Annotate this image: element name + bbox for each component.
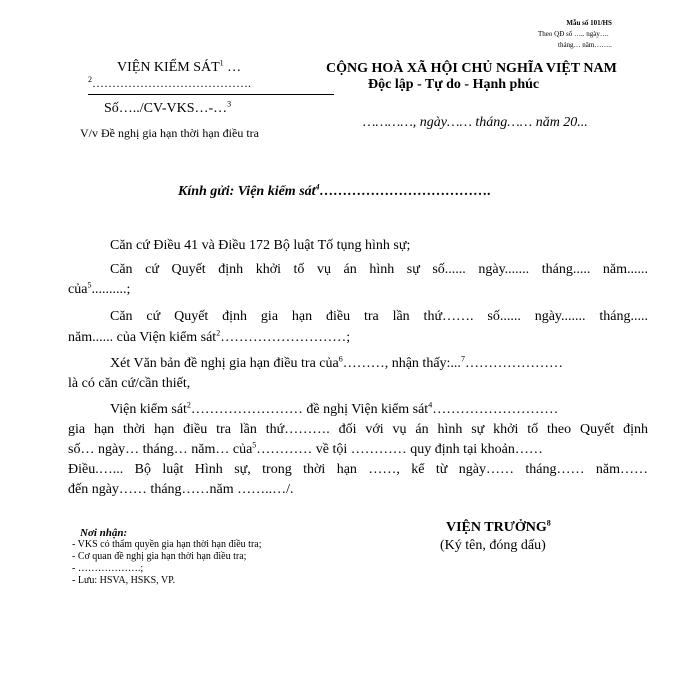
recipient-item: - Lưu: HSVA, HSKS, VP.	[72, 575, 176, 586]
recipient-item: - ……………….;	[72, 563, 144, 574]
country-name: CỘNG HOÀ XÃ HỘI CHỦ NGHĨA VIỆT NAM	[326, 61, 617, 76]
agency-name: VIỆN KIỂM SÁT$^1$ …	[117, 58, 242, 75]
body-p5-line1: Viện kiểm sát$^2$…………………… đề nghị Viện kiểm sát$^4$………………………	[110, 400, 559, 417]
signature-note: (Ký tên, đóng dấu)	[440, 538, 546, 553]
recipients-title: Nơi nhận:	[80, 527, 128, 539]
body-p5-line3: số… ngày… tháng… năm… của$^5$………… về tội ………… quy định tại khoản……	[68, 440, 543, 457]
body-p5-line2: gia hạn thời hạn điều tra lần thứ………. đối với vụ án hình sự khởi tố theo Quyết định	[68, 422, 648, 437]
body-p4-line1: Xét Văn bản đề nghị gia hạn điều tra của$^6$………, nhận thấy:...$^7$…………………	[110, 354, 563, 371]
motto: Độc lập - Tự do - Hạnh phúc	[368, 77, 540, 92]
recipient-item: - Cơ quan đề nghị gia hạn thời hạn điều tra;	[72, 551, 247, 562]
form-code-decision: Theo QĐ số ….. ngày….	[538, 30, 609, 38]
header-rule	[88, 94, 334, 95]
body-p2-line1: Căn cứ Quyết định khởi tố vụ án hình sự số...... ngày....... tháng..... năm......	[110, 262, 648, 277]
body-p4-line2: là có căn cứ/cần thiết,	[68, 376, 191, 391]
body-p5-line5: đến ngày…… tháng……năm ……..…/.	[68, 482, 294, 497]
form-code	[538, 18, 612, 51]
subject-line: V/v Đề nghị gia hạn thời hạn điều tra	[80, 126, 259, 140]
salutation: Kính gửi: Viện kiểm sát$^4$……………………………….	[178, 182, 492, 199]
body-p3-line2: năm...... của Viện kiểm sát$^2$………………………;	[68, 328, 351, 345]
form-code-month: tháng… năm……..	[558, 41, 612, 49]
form-code-number: Mẫu số 101/HS	[566, 19, 612, 27]
body-p1: Căn cứ Điều 41 và Điều 172 Bộ luật Tố tụng hình sự;	[110, 238, 411, 253]
recipient-item: - VKS có thẩm quyền gia hạn thời hạn điều tra;	[72, 539, 262, 550]
body-p5-line4: Điều.…... Bộ luật Hình sự, trong thời hạn ……, kể từ ngày…… tháng…… năm……	[68, 462, 648, 477]
body-p3-line1: Căn cứ Quyết định gia hạn điều tra lần thứ……. số...... ngày....... tháng.....	[110, 309, 648, 324]
date-line: …………, ngày…… tháng…… năm 20...	[363, 115, 588, 130]
recipients-block	[72, 527, 262, 587]
signature-title: VIỆN TRƯỞNG$^8$	[446, 518, 551, 535]
document-number: Số…../CV-VKS…-…$^3$	[104, 99, 232, 116]
body-p2-line2: của$^5$..........;	[68, 280, 131, 297]
sub-agency: $^2$………………………………….	[88, 75, 251, 90]
